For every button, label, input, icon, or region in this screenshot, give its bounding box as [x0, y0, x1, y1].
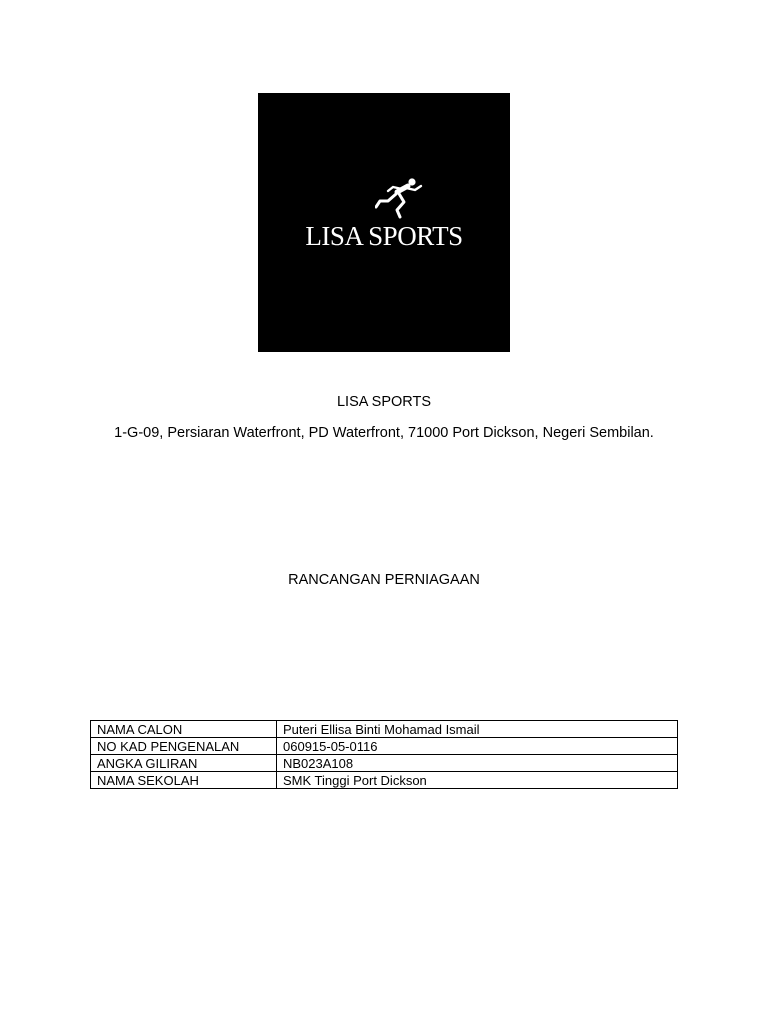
row-label: ANGKA GILIRAN	[91, 755, 277, 772]
company-name: LISA SPORTS	[336, 394, 432, 410]
row-value: NB023A108	[277, 755, 678, 772]
row-label: NAMA SEKOLAH	[91, 772, 277, 789]
row-label: NO KAD PENGENALAN	[91, 738, 277, 755]
table-row	[91, 772, 678, 789]
sprinter-icon	[375, 177, 425, 221]
company-address: 1-G-09, Persiaran Waterfront, PD Waterfront, 71000 Port Dickson, Negeri Sembilan.	[114, 425, 654, 441]
row-label: NAMA CALON	[91, 721, 277, 738]
table-row	[91, 721, 678, 738]
table-row	[91, 738, 678, 755]
document-title: RANCANGAN PERNIAGAAN	[288, 572, 480, 588]
row-value: SMK Tinggi Port Dickson	[277, 772, 678, 789]
table-row	[91, 755, 678, 772]
candidate-info-table	[90, 720, 678, 789]
row-value: Puteri Ellisa Binti Mohamad Ismail	[277, 721, 678, 738]
row-value: 060915-05-0116	[277, 738, 678, 755]
company-logo	[258, 93, 510, 352]
logo-wordmark: LISA SPORTS	[305, 221, 463, 251]
